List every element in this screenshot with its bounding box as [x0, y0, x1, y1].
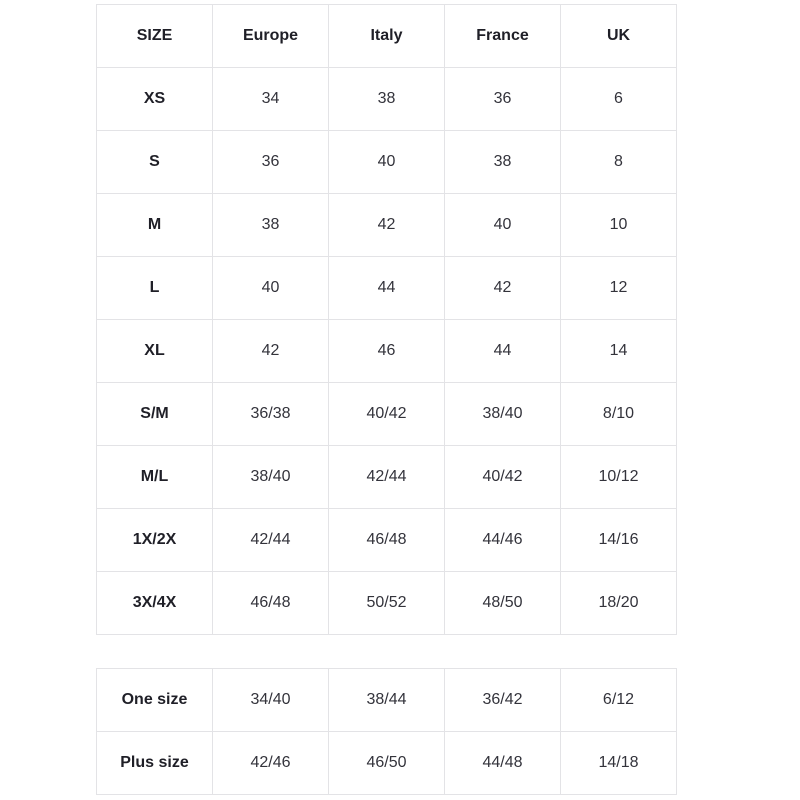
cell-italy: 46	[329, 320, 445, 383]
cell-italy: 38/44	[329, 669, 445, 732]
header-row	[97, 5, 677, 68]
cell-europe: 38/40	[213, 446, 329, 509]
table-row	[97, 732, 677, 795]
cell-uk: 6	[561, 68, 677, 131]
cell-uk: 10/12	[561, 446, 677, 509]
cell-italy: 44	[329, 257, 445, 320]
cell-uk: 10	[561, 194, 677, 257]
column-header-size: SIZE	[97, 5, 213, 68]
cell-france: 42	[445, 257, 561, 320]
cell-france: 38/40	[445, 383, 561, 446]
row-label: M/L	[97, 446, 213, 509]
primary-size-table-wrap	[96, 4, 676, 635]
table-body	[97, 68, 677, 635]
cell-uk: 18/20	[561, 572, 677, 635]
table-header	[97, 5, 677, 68]
cell-france: 44/48	[445, 732, 561, 795]
row-label: XL	[97, 320, 213, 383]
cell-uk: 14	[561, 320, 677, 383]
secondary-size-table	[96, 668, 677, 795]
cell-europe: 42/44	[213, 509, 329, 572]
secondary-size-table-wrap	[96, 668, 676, 795]
table-row	[97, 669, 677, 732]
table-row	[97, 257, 677, 320]
cell-uk: 14/18	[561, 732, 677, 795]
cell-europe: 36/38	[213, 383, 329, 446]
cell-europe: 40	[213, 257, 329, 320]
cell-europe: 46/48	[213, 572, 329, 635]
cell-italy: 50/52	[329, 572, 445, 635]
cell-europe: 38	[213, 194, 329, 257]
table-row	[97, 68, 677, 131]
table-row	[97, 509, 677, 572]
table-row	[97, 320, 677, 383]
table-row	[97, 131, 677, 194]
cell-france: 48/50	[445, 572, 561, 635]
cell-france: 36/42	[445, 669, 561, 732]
cell-europe: 36	[213, 131, 329, 194]
row-label: 3X/4X	[97, 572, 213, 635]
cell-europe: 42	[213, 320, 329, 383]
column-header-uk: UK	[561, 5, 677, 68]
column-header-italy: Italy	[329, 5, 445, 68]
cell-uk: 8/10	[561, 383, 677, 446]
cell-europe: 34/40	[213, 669, 329, 732]
cell-europe: 34	[213, 68, 329, 131]
cell-uk: 6/12	[561, 669, 677, 732]
column-header-france: France	[445, 5, 561, 68]
table-row	[97, 446, 677, 509]
cell-uk: 14/16	[561, 509, 677, 572]
table-body	[97, 669, 677, 795]
cell-italy: 40/42	[329, 383, 445, 446]
cell-italy: 46/48	[329, 509, 445, 572]
row-label: L	[97, 257, 213, 320]
row-label: XS	[97, 68, 213, 131]
table-row	[97, 572, 677, 635]
cell-italy: 38	[329, 68, 445, 131]
cell-europe: 42/46	[213, 732, 329, 795]
table-row	[97, 194, 677, 257]
cell-france: 40	[445, 194, 561, 257]
row-label: One size	[97, 669, 213, 732]
row-label: M	[97, 194, 213, 257]
cell-france: 40/42	[445, 446, 561, 509]
cell-italy: 46/50	[329, 732, 445, 795]
cell-uk: 8	[561, 131, 677, 194]
cell-italy: 42/44	[329, 446, 445, 509]
row-label: Plus size	[97, 732, 213, 795]
table-row	[97, 383, 677, 446]
cell-france: 36	[445, 68, 561, 131]
primary-size-table	[96, 4, 677, 635]
cell-uk: 12	[561, 257, 677, 320]
cell-france: 44	[445, 320, 561, 383]
cell-france: 44/46	[445, 509, 561, 572]
row-label: 1X/2X	[97, 509, 213, 572]
cell-italy: 40	[329, 131, 445, 194]
cell-france: 38	[445, 131, 561, 194]
cell-italy: 42	[329, 194, 445, 257]
column-header-europe: Europe	[213, 5, 329, 68]
row-label: S/M	[97, 383, 213, 446]
row-label: S	[97, 131, 213, 194]
